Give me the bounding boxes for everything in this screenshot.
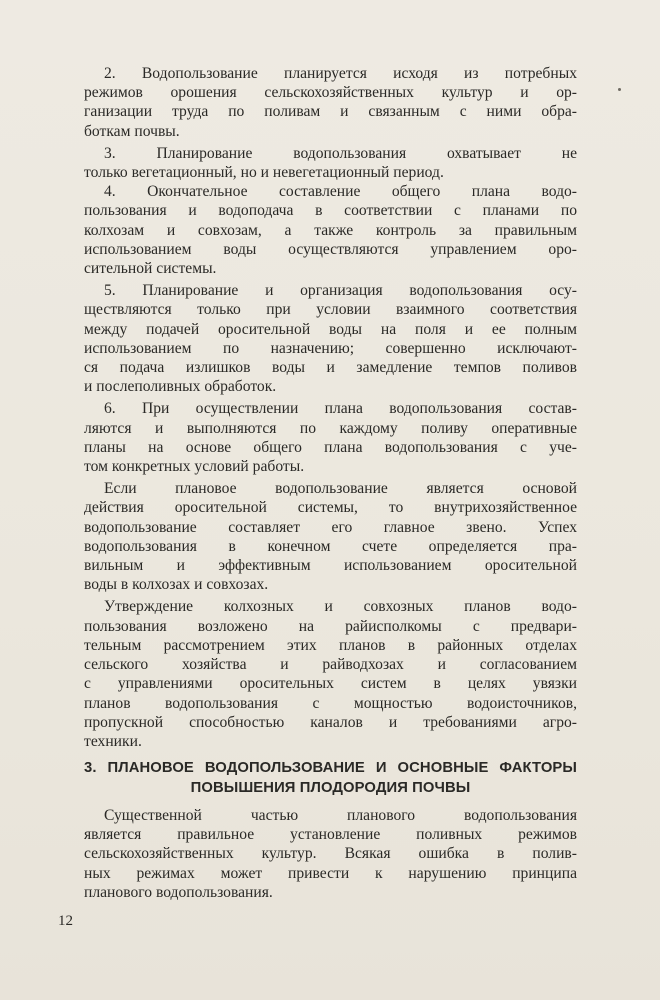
- text-line: ся подача излишков воды и замедление темпов поливов: [84, 359, 577, 377]
- paragraph-irrigation-regimes: [84, 806, 577, 902]
- text-line: сельскохозяйственных культур. Всякая ошибка в полив-: [84, 845, 577, 863]
- text-line: Если плановое водопользование является основой: [104, 480, 577, 498]
- text-line: действия оросительной системы, то внутрихозяйственное: [84, 499, 577, 517]
- text-line: Утверждение колхозных и совхозных планов водо-: [104, 598, 577, 616]
- text-line: воды в колхозах и совхозах.: [84, 576, 269, 594]
- text-line: режимов орошения сельскохозяйственных культур и ор-: [84, 84, 577, 102]
- section-heading-line: ПОВЫШЕНИЯ ПЛОДОРОДИЯ ПОЧВЫ: [190, 780, 471, 796]
- text-line: вильным и эффективным использованием оросительной: [84, 557, 577, 575]
- paragraph-item-3: [84, 144, 577, 182]
- paragraph-item-5: [84, 281, 577, 396]
- text-line: и послеполивных обработок.: [84, 378, 277, 396]
- text-line: является правильное установление поливных режимов: [84, 826, 577, 844]
- print-speck: [618, 88, 621, 91]
- text-line: Существенной частью планового водопользования: [104, 807, 577, 824]
- text-line: пользования и водоподача в соответствии с планами по: [84, 202, 577, 220]
- text-line: только вегетационный, но и невегетационный период.: [84, 164, 444, 182]
- text-line: планового водопользования.: [84, 883, 273, 901]
- text-line: 6. При осуществлении плана водопользования состав-: [104, 400, 577, 418]
- text-line: водопользование составляет его главное звено. Успех: [84, 518, 577, 536]
- text-line: с управлениями оросительных систем в целях увязки: [84, 675, 577, 693]
- text-line: использованием воды осуществляются управлением оро-: [84, 240, 577, 258]
- section-heading-line: 3. ПЛАНОВОЕ ВОДОПОЛЬЗОВАНИЕ И ОСНОВНЫЕ ФАКТОРЫ: [84, 760, 577, 776]
- text-line: ных режимах может привести к нарушению принципа: [84, 864, 577, 882]
- text-line: ляются и выполняются по каждому поливу оперативные: [84, 419, 577, 437]
- text-line: использованием по назначению; совершенно исключают-: [84, 339, 577, 357]
- text-line: планов водопользования с мощностью водоисточников,: [84, 694, 577, 712]
- text-line: колхозам и совхозам, а также контроль за правильным: [84, 221, 577, 239]
- text-line: пользования возложено на райисполкомы с предвари-: [84, 617, 577, 635]
- text-line: ганизации труда по поливам и связанным с ними обра-: [84, 103, 577, 121]
- paragraph-item-4: [84, 182, 577, 278]
- text-line: техники.: [84, 732, 142, 750]
- paragraph-item-2: [84, 64, 577, 141]
- section-text: [84, 806, 577, 902]
- main-text: [84, 64, 577, 751]
- text-line: ществляются только при условии взаимного соответствия: [84, 301, 577, 319]
- text-line: планы на основе общего плана водопользования с уче-: [84, 438, 577, 456]
- text-line: между подачей оросительной воды на поля и ее полным: [84, 320, 577, 338]
- text-line: пропускной способностью каналов и требованиями агро-: [84, 713, 577, 731]
- section-heading: [84, 758, 577, 798]
- text-line: боткам почвы.: [84, 122, 180, 140]
- text-line: 5. Планирование и организация водопользования осу-: [104, 282, 577, 300]
- text-line: 3. Планирование водопользования охватывает не: [104, 144, 577, 162]
- text-line: 4. Окончательное составление общего плана водо-: [104, 183, 577, 201]
- text-line: сительной системы.: [84, 260, 217, 278]
- paragraph-item-6: [84, 399, 577, 476]
- paragraph-plan-approval: [84, 597, 577, 751]
- page-number: 12: [58, 913, 73, 929]
- text-line: 2. Водопользование планируется исходя из потребных: [104, 65, 577, 82]
- text-line: сельского хозяйства и райводхозах и согласованием: [84, 656, 577, 674]
- text-line: тельным рассмотрением этих планов в районных отделах: [84, 636, 577, 654]
- text-line: том конкретных условий работы.: [84, 458, 305, 476]
- text-line: водопользования в конечном счете определяется пра-: [84, 537, 577, 555]
- paragraph-planned-water-use: [84, 479, 577, 594]
